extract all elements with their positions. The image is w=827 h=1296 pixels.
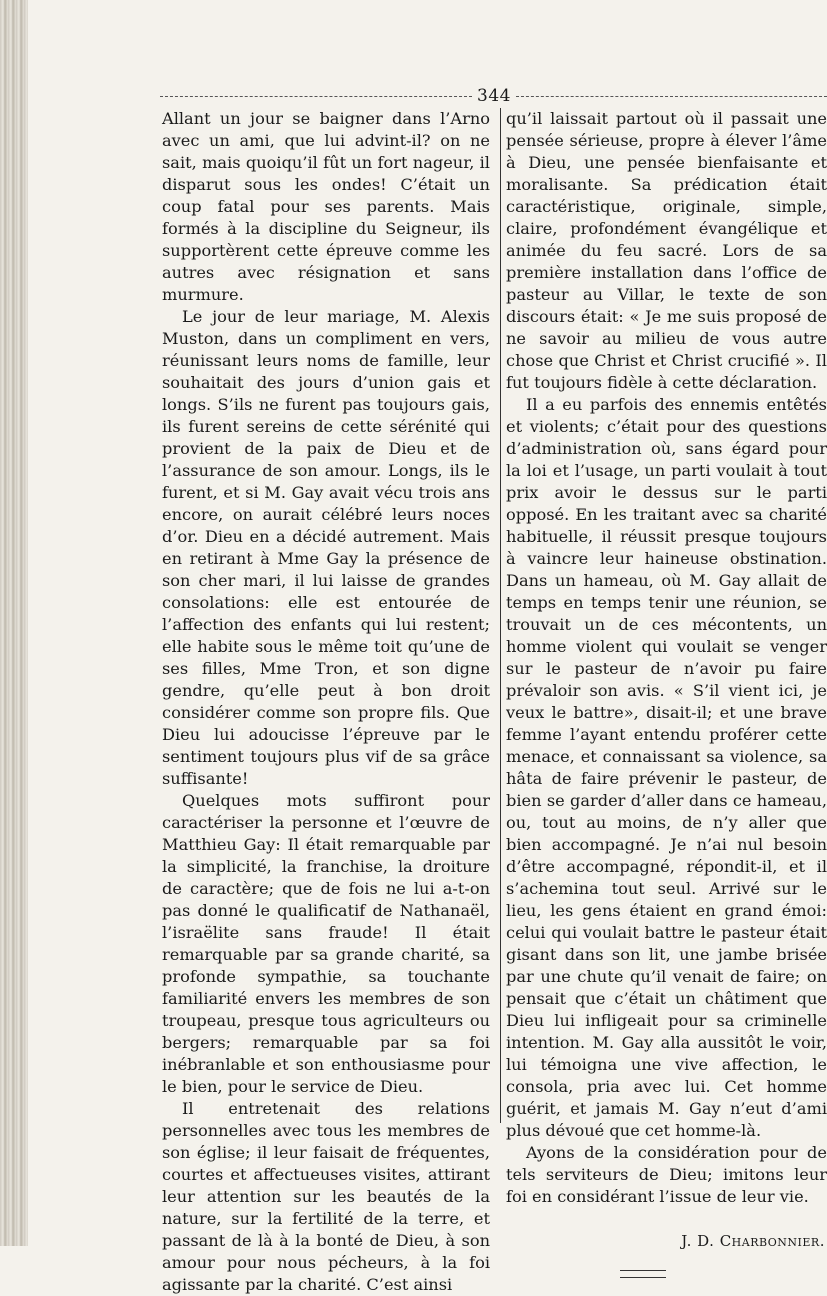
right-column (506, 108, 827, 1278)
paragraph: Le jour de leur mariage, M. Alexis Muston, dans un compliment en vers, réunissant leurs noms de famille, leur souhaitait des jours d’union gais et longs. S’ils ne furent pas toujours gais, ils furent sereins de cette sérénité qui provient de la paix de Dieu et de l’assurance de son amour. Longs, ils le furent, et si M. Gay avait vécu trois ans encore, on aurait célébré leurs noces d’or. Dieu en a décidé autrement. Mais en retirant à Mme Gay la présence de son cher mari, il lui laisse de grandes consolations: elle est entourée de l’affection des enfants qui lui restent; elle habite sous le même toit qu’une de ses filles, Mme Tron, et son digne gendre, qu’elle peut à bon droit considérer comme son propre fils. Que Dieu lui adoucisse l’épreuve par le sentiment toujours plus vif de sa grâce suffisante! (162, 307, 490, 788)
header-rule-left (160, 96, 472, 97)
page-header (160, 86, 827, 106)
paragraph: qu’il laissait partout où il passait une pensée sérieuse, propre à élever l’âme à Dieu, une pensée bienfaisante et moralisante. Sa prédication était caractéristique, originale, simple, claire, profondément évangélique et animée du feu sacré. Lors de sa première installation dans l’office de pasteur au Villar, le texte de son discours était: « Je me suis proposé de ne savoir au milieu de vous autre chose que Christ et Christ crucifié ». Il fut toujours fidèle à cette déclaration. (506, 109, 827, 392)
book-binding-edge (0, 0, 28, 1246)
page-number: 344 (477, 86, 511, 106)
paragraph: Quelques mots suffiront pour caractériser la personne et l’œuvre de Matthieu Gay: Il était remarquable par la simplicité, la franchise, la droiture de caractère; que de fois ne lui a-t-on pas donné le qualificatif de Nathanaël, l’israëlite sans fraude! Il était remarquable par sa grande charité, sa profonde sympathie, sa touchante familiarité envers les membres de son troupeau, presque tous agriculteurs ou bergers; remarquable par sa foi inébranlable et son enthousiasme pour le bien, pour le service de Dieu. (162, 791, 490, 1096)
paragraph: Ayons de la considération pour de tels serviteurs de Dieu; imitons leur foi en considérant l’issue de leur vie. (506, 1143, 827, 1206)
header-rule-right (516, 96, 827, 97)
paragraph: Il a eu parfois des ennemis entêtés et violents; c’était pour des questions d’administration où, sans égard pour la loi et l’usage, un parti voulait à tout prix avoir le dessus sur le parti opposé. En les traitant avec sa charité habituelle, il réussit presque toujours à vaincre leur haineuse obstination. Dans un hameau, où M. Gay allait de temps en temps tenir une réunion, se trouvait un de ces mécontents, un homme violent qui voulait se venger sur le pasteur de n’avoir pu faire prévaloir son avis. « S’il vient ici, je veux le battre», disait-il; et une brave femme l’ayant entendu proférer cette menace, et connaissant sa violence, sa hâta de faire prévenir le pasteur, de bien se garder d’aller dans ce hameau, ou, tout au moins, de n’y aller que bien accompagné. Je n’ai nul besoin d’être accompagné, répondit-il, et il s’achemina tout seul. Arrivé sur le lieu, les gens étaient en grand émoi: celui qui voulait battre le pasteur était gisant dans son lit, une jambe brisée par une chute qu’il venait de faire; on pensait que c’était un châtiment que Dieu lui infligeait pour sa criminelle intention. M. Gay alla aussitôt le voir, lui témoigna une vive affection, le consola, pria avec lui. Cet homme guérit, et jamais M. Gay n’eut d’ami plus dévoué que cet homme-là. (506, 395, 827, 1140)
author-signature: J. D. Charbonnier. (681, 1232, 825, 1250)
column-divider (500, 108, 501, 1123)
left-column (162, 108, 490, 1296)
paragraph: Allant un jour se baigner dans l’Arno avec un ami, que lui advint-il? on ne sait, mais quoiqu’il fût un fort nageur, il disparut sous les ondes! C’était un coup fatal pour ses parents. Mais formés à la discipline du Seigneur, ils supportèrent cette épreuve comme les autres avec résignation et sans murmure. (162, 109, 490, 304)
paragraph: Il entretenait des relations personnelles avec tous les membres de son église; il leur faisait de fréquentes, courtes et affectueuses visites, attirant leur attention sur les beautés de la nature, sur la fertilité de la terre, et passant de là à la bonté de Dieu, à son amour pour nous pécheurs, à la foi agissante par la charité. C’est ainsi (162, 1099, 490, 1294)
end-ornament (620, 1270, 666, 1278)
